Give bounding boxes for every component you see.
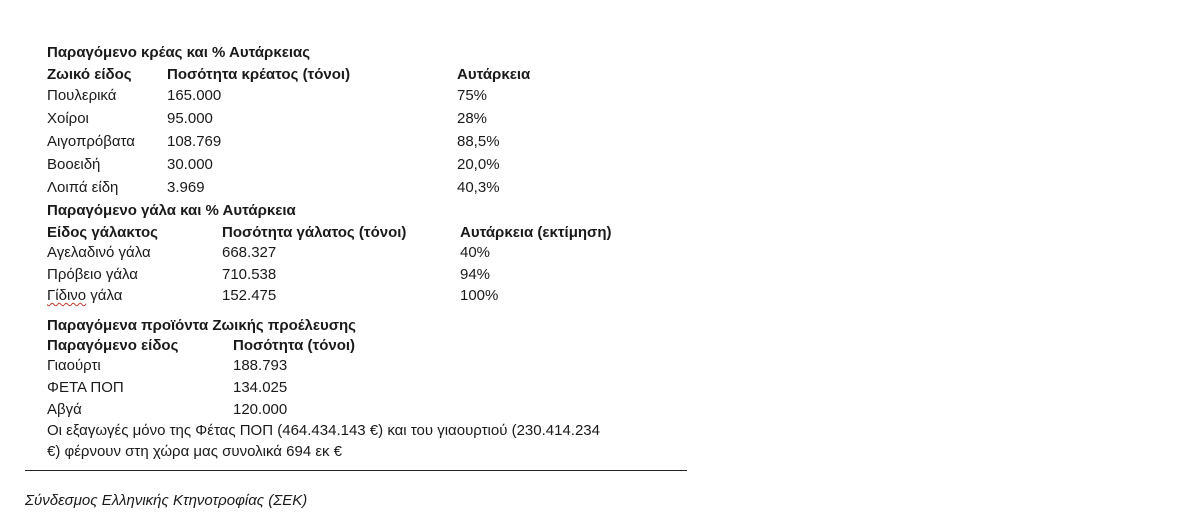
milk-row-quantity: 710.538 — [222, 266, 277, 283]
meat-row-percent: 20,0% — [457, 156, 500, 173]
milk-section-title: Παραγόμενο γάλα και % Αυτάρκεια — [47, 202, 296, 219]
meat-row-species: Πουλερικά — [47, 87, 117, 104]
meat-header-species: Ζωικό είδος — [47, 66, 132, 83]
meat-row-percent: 28% — [457, 110, 488, 127]
milk-row-quantity: 152.475 — [222, 287, 277, 304]
meat-row-species: Λοιπά είδη — [47, 179, 119, 196]
meat-header-selfsufficiency: Αυτάρκεια — [457, 66, 531, 83]
products-section-title: Παραγόμενα προϊόντα Ζωικής προέλευσης — [47, 317, 356, 334]
milk-row-percent: 40% — [460, 244, 491, 261]
milk-row-quantity: 668.327 — [222, 244, 277, 261]
products-header-type: Παραγόμενο είδος — [47, 337, 179, 354]
products-row-type: Αβγά — [47, 401, 82, 418]
milk-header-type: Είδος γάλακτος — [47, 224, 158, 241]
source-footer: Σύνδεσμος Ελληνικής Κτηνοτροφίας (ΣΕΚ) — [25, 492, 308, 509]
milk-header-quantity: Ποσότητα γάλατος (τόνοι) — [222, 224, 407, 241]
meat-row-percent: 40,3% — [457, 179, 500, 196]
meat-row-species: Χοίροι — [47, 110, 89, 127]
products-row-type: Γιαούρτι — [47, 357, 101, 374]
meat-section-title: Παραγόμενο κρέας και % Αυτάρκειας — [47, 44, 311, 61]
products-row-type: ΦΕΤΑ ΠΟΠ — [47, 379, 124, 396]
meat-row-quantity: 30.000 — [167, 156, 213, 173]
products-header-quantity: Ποσότητα (τόνοι) — [233, 337, 356, 354]
exports-note-line2: €) φέρνουν στη χώρα μας συνολικά 694 εκ € — [47, 443, 343, 460]
milk-row-type — [47, 288, 122, 303]
products-row-quantity: 120.000 — [233, 401, 288, 418]
meat-row-species: Βοοειδή — [47, 156, 101, 173]
exports-note-line1: Οι εξαγωγές μόνο της Φέτας ΠΟΠ (464.434.143 €) και του γιαουρτιού (230.414.234 — [47, 422, 600, 439]
spellcheck-word: Γίδινο — [47, 287, 87, 304]
milk-row-type: Αγελαδινό γάλα — [47, 244, 151, 261]
products-row-quantity: 188.793 — [233, 357, 288, 374]
meat-row-quantity: 3.969 — [167, 179, 205, 196]
milk-row-percent: 94% — [460, 266, 491, 283]
meat-row-quantity: 165.000 — [167, 87, 222, 104]
meat-row-quantity: 95.000 — [167, 110, 213, 127]
milk-row-type: Πρόβειο γάλα — [47, 266, 138, 283]
milk-row-percent: 100% — [460, 287, 499, 304]
meat-header-quantity: Ποσότητα κρέατος (τόνοι) — [167, 66, 351, 83]
milk-header-selfsufficiency: Αυτάρκεια (εκτίμηση) — [460, 224, 612, 241]
products-row-quantity: 134.025 — [233, 379, 288, 396]
meat-row-species: Αιγοπρόβατα — [47, 133, 135, 150]
meat-row-quantity: 108.769 — [167, 133, 222, 150]
footer-divider — [25, 470, 687, 471]
meat-row-percent: 75% — [457, 87, 488, 104]
milk-row-type-suffix: γάλα — [90, 287, 123, 304]
meat-row-percent: 88,5% — [457, 133, 500, 150]
